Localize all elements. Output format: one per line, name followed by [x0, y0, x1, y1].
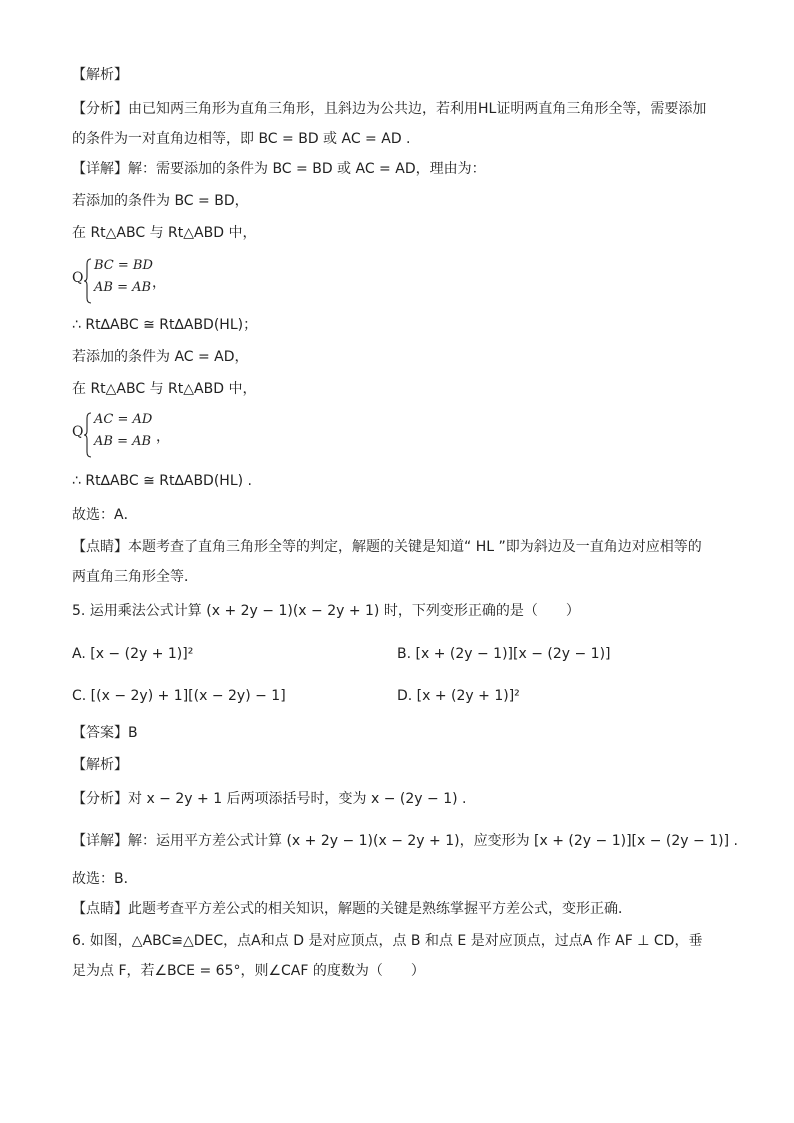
answer-choice-line: 故选：A．	[72, 507, 138, 523]
analysis-text-line-1: 【分析】由已知两三角形为直角三角形，且斜边为公共边，若利用HL证明两直角三角形全等，需要添加	[72, 101, 707, 117]
question-6-line-2: 足为点 F，若∠BCE = 65°，则∠CAF 的度数为（ ）	[72, 963, 425, 979]
equation-system-1	[72, 258, 192, 306]
analysis-text-q5: 【分析】对 x − 2y + 1 后两项添括号时，变为 x − (2y − 1) .	[72, 791, 467, 807]
option-c: C. [(x − 2y) + 1][(x − 2y) − 1]	[72, 688, 286, 704]
comment-text-line-2: 两直角三角形全等．	[72, 569, 198, 585]
option-d: D. [x + (2y + 1)]²	[397, 688, 520, 704]
equation-row-2: AB = AB	[94, 280, 152, 295]
because-symbol: Q	[72, 424, 84, 440]
equation-row-1: AC = AD	[94, 412, 153, 427]
question-6-line-1: 6. 如图，△ABC≌△DEC，点A和点 D 是对应顶点，点 B 和点 E 是对应顶点，过点A 作 AF ⊥ CD，垂	[72, 933, 703, 949]
equation-row-2: AB = AB	[94, 434, 152, 449]
comment-text-line-1: 【点睛】本题考查了直角三角形全等的判定，解题的关键是知道“ HL ”即为斜边及一直角边对应相等的	[72, 539, 702, 555]
section-heading-analysis-2: 【解析】	[72, 757, 128, 773]
analysis-text-line-2: 的条件为一对直角边相等，即 BC = BD 或 AC = AD .	[72, 131, 411, 147]
answer-choice-q5: 故选：B．	[72, 871, 138, 887]
option-a: A. [x − (2y + 1)]²	[72, 646, 194, 662]
condition-bc-bd: 若添加的条件为 BC = BD，	[72, 193, 249, 209]
congruence-conclusion-2: ∴ Rt∆ABC ≅ Rt∆ABD(HL) .	[72, 473, 252, 489]
section-heading-analysis: 【解析】	[72, 67, 128, 83]
left-brace-icon	[84, 258, 92, 304]
equation-row-1: BC = BD	[94, 258, 153, 273]
left-brace-icon	[84, 412, 92, 458]
answer-label: 【答案】B	[72, 725, 138, 741]
triangles-statement-1: 在 Rt△ABC 与 Rt△ABD 中，	[72, 225, 257, 241]
condition-ac-ad: 若添加的条件为 AC = AD，	[72, 349, 249, 365]
equation-system-2	[72, 412, 192, 460]
system-tail: ，	[156, 429, 170, 445]
comment-text-q5: 【点睛】此题考查平方差公式的相关知识，解题的关键是熟练掌握平方差公式，变形正确．	[72, 901, 632, 917]
system-tail: ，	[152, 275, 166, 291]
congruence-conclusion-1: ∴ Rt∆ABC ≅ Rt∆ABD(HL)；	[72, 317, 258, 333]
option-b: B. [x + (2y − 1)][x − (2y − 1)]	[397, 646, 611, 662]
because-symbol: Q	[72, 270, 84, 286]
detail-text-q5: 【详解】解：运用平方差公式计算 (x + 2y − 1)(x − 2y + 1)，应变形为 [x + (2y − 1)][x − (2y − 1)] .	[72, 833, 738, 849]
triangles-statement-2: 在 Rt△ABC 与 Rt△ABD 中，	[72, 381, 257, 397]
detail-text-line: 【详解】解：需要添加的条件为 BC = BD 或 AC = AD，理由为：	[72, 161, 486, 177]
question-5-text: 5. 运用乘法公式计算 (x + 2y − 1)(x − 2y + 1) 时，下列变形正确的是（ ）	[72, 603, 580, 619]
